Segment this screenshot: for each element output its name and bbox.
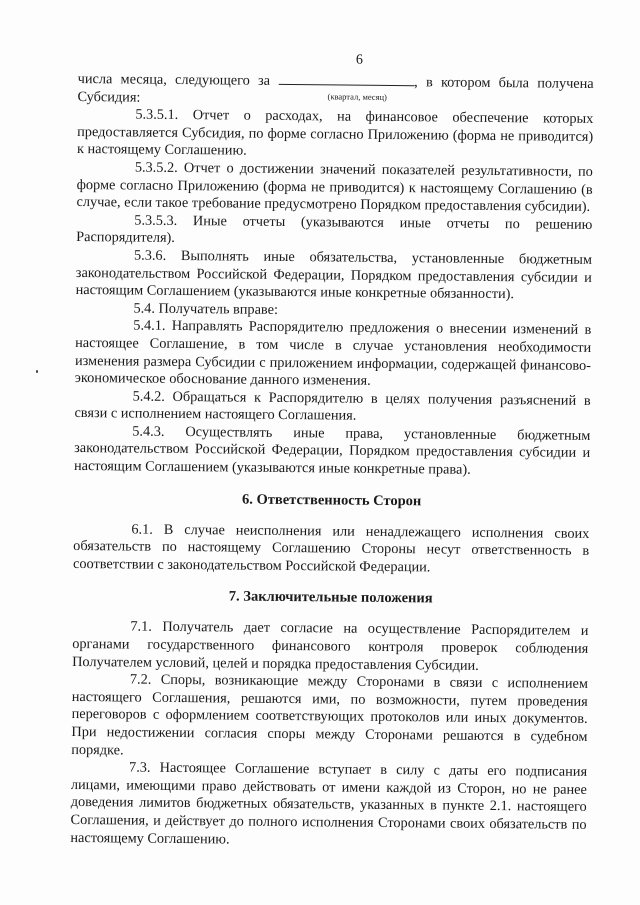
paragraph-5-4-2: 5.4.2. Обращаться к Распорядителю в целях получения разъяснений в связи с исполнением настоящего Соглашения. [74, 388, 591, 424]
paragraph-7-3: 7.3. Настоящее Соглашение вступает в силу с даты его подписания лицами, имеющими право действовать от имени каждой из Сторон, но не ранее доведения лимитов бюджетных обязательств, указанных в пункте 2.1. настоящего Соглашения, и действует до полного исполнения Сторонами своих обязательств по настоящему Соглашению. [70, 759, 588, 848]
section-6-title: 6. Ответственность Сторон [241, 491, 422, 509]
document-body [70, 48, 594, 852]
reporting-period-text-end: , в котором была получена Субсидия: [77, 74, 594, 106]
reporting-period-text-start: числа месяца, следующего за [77, 70, 271, 89]
paragraph-7-2: 7.2. Споры, возникающие между Сторонами в связи с исполнением настоящего Соглашения, решаются ими, по возможности, путем проведения переговоров с оформлением соответствующих протоколов или иных документов. При недостижении согласия споры между Сторонами решаются в судебном порядке. [71, 671, 588, 759]
paragraph-5-3-5-2: 5.3.5.2. Отчет о достижении значений показателей результативности, по форме согласно Приложению (форма не приводится) к настоящему Соглашению (в случае, если такое требование предусмотрено Порядком предоставления субсидии). [76, 159, 593, 216]
page-number: 6 [355, 52, 363, 68]
scan-speck [36, 370, 38, 373]
paragraph-5-3-5-1: 5.3.5.1. Отчет о расходах, на финансовое обеспечение которых предоставляется Субсидия, по форме согласно Приложению (форма не приводится) к настоящему Соглашению. [76, 106, 594, 159]
paragraph-6-1: 6.1. В случае неисполнения или ненадлежащего исполнения своих обязательств по настоящему Соглашению Стороны несут ответственность в соответствии с законодательством Российской Федерации. [72, 521, 590, 576]
paragraph-5-4-1: 5.4.1. Направлять Распорядителю предложения о внесении изменений в настоящее Соглашение, в том числе в случае установления необходимости изменения размера Субсидии с приложением информации, содержащей финансово-экономическое обоснование данного изменения. [74, 317, 592, 389]
section-7-title: 7. Заключительные положения [228, 588, 433, 607]
paragraph-reporting-period [77, 70, 593, 111]
paragraph-5-4-3: 5.4.3. Осуществлять иные права, установленные бюджетным законодательством Российской Федерации, Порядком предоставления субсидии и настоящим Соглашением (указываются иные конкретные права). [73, 423, 591, 478]
paragraph-7-1: 7.1. Получатель дает согласие на осуществление Распорядителем и органами государственного финансового контроля проверок соблюдения Получателем условий, целей и порядка предоставления Субсидии. [72, 618, 589, 674]
period-hint: (квартал, месяц) [327, 91, 387, 102]
paragraph-5-4: 5.4. Получатель вправе: [133, 300, 279, 318]
paragraph-5-3-5-3: 5.3.5.3. Иные отчеты (указываются иные отчеты по решению Распорядителя). [76, 212, 593, 247]
paragraph-5-3-6: 5.3.6. Выполнять иные обязательства, установленные бюджетным законодательством Российской Федерации, Порядком предоставления субсидии и настоящим Соглашением (указываются иные конкретные обязанности). [75, 247, 593, 303]
blank-period-line [278, 72, 414, 86]
